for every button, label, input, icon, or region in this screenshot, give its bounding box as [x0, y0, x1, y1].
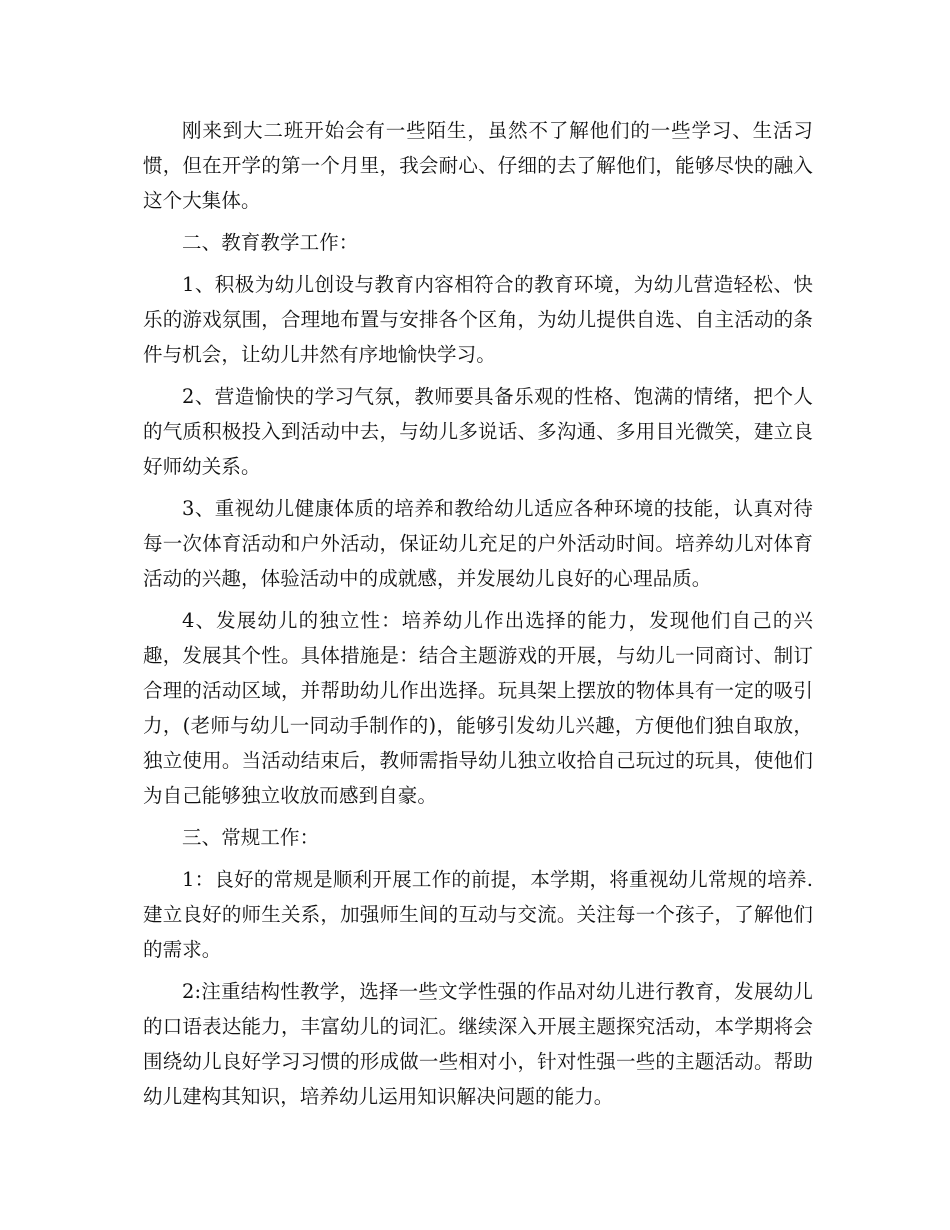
section-heading-teaching: 二、教育教学工作： — [182, 231, 359, 254]
section-heading-routine: 三、常规工作： — [182, 826, 320, 849]
paragraph-teaching-4: 4、发展幼儿的独立性：培养幼儿作出选择的能力，发现他们自己的兴趣，发展其个性。具体措施是：结合主题游戏的开展，与幼儿一同商讨、制订合理的活动区域，并帮助幼儿作出选择。玩具架上摆放的物体具有一定的吸引力，(老师与幼儿一同动手制作的)，能够引发幼儿兴趣，方便他们独自取放，独立使用。当活动结束后，教师需指导幼儿独立收拾自己玩过的玩具，使他们为自己能够独立收放而感到自豪。 — [143, 609, 813, 807]
paragraph-teaching-2: 2、营造愉快的学习气氛，教师要具备乐观的性格、饱满的情绪，把个人的气质积极投入到活动中去，与幼儿多说话、多沟通、多用目光微笑，建立良好师幼关系。 — [143, 385, 813, 478]
paragraph-routine-2: 2:注重结构性教学，选择一些文学性强的作品对幼儿进行教育，发展幼儿的口语表达能力，丰富幼儿的词汇。继续深入开展主题探究活动，本学期将会围绕幼儿良好学习习惯的形成做一些相对小，针对性强一些的主题活动。帮助幼儿建构其知识，培养幼儿运用知识解决问题的能力。 — [143, 980, 813, 1108]
paragraph-intro: 刚来到大二班开始会有一些陌生，虽然不了解他们的一些学习、生活习惯，但在开学的第一个月里，我会耐心、仔细的去了解他们，能够尽快的融入这个大集体。 — [143, 119, 813, 212]
paragraph-teaching-3: 3、重视幼儿健康体质的培养和教给幼儿适应各种环境的技能，认真对待每一次体育活动和户外活动，保证幼儿充足的户外活动时间。培养幼儿对体育活动的兴趣，体验活动中的成就感，并发展幼儿良好的心理品质。 — [143, 497, 813, 590]
document-body — [143, 113, 813, 1121]
paragraph-routine-1: 1：良好的常规是顺利开展工作的前提，本学期，将重视幼儿常规的培养.建立良好的师生关系，加强师生间的互动与交流。关注每一个孩子，了解他们的需求。 — [143, 868, 813, 961]
paragraph-teaching-1: 1、积极为幼儿创设与教育内容相符合的教育环境，为幼儿营造轻松、快乐的游戏氛围，合理地布置与安排各个区角，为幼儿提供自选、自主活动的条件与机会，让幼儿井然有序地愉快学习。 — [143, 273, 813, 366]
